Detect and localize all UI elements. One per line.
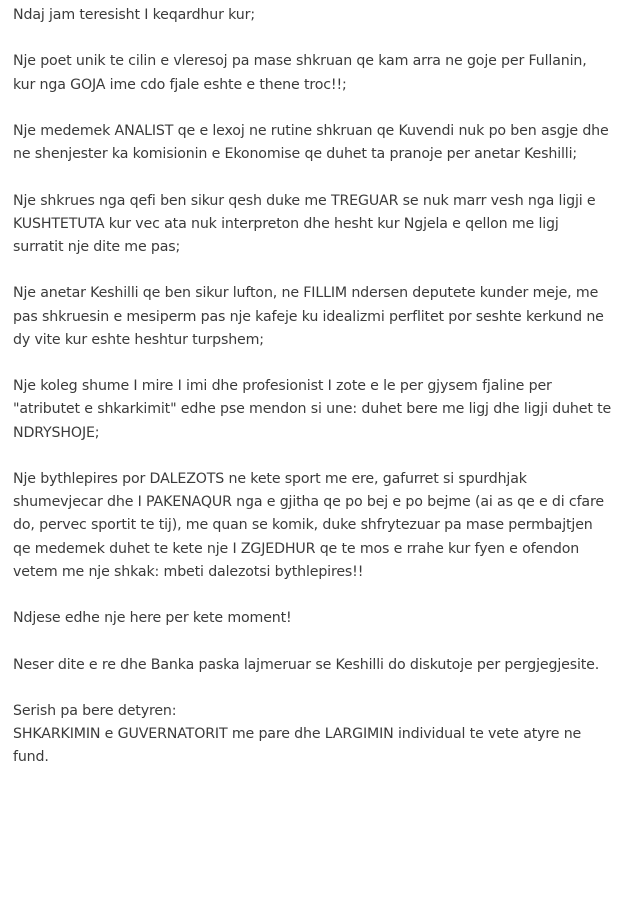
paragraph-poet: Nje poet unik te cilin e vleresoj pa mase shkruan qe kam arra ne goje per Fullanin, kur nga GOJA ime cdo fjale eshte e thene troc!!; bbox=[13, 53, 587, 93]
paragraph-bank-news: Neser dite e re dhe Banka paska lajmeruar se Keshilli do diskutoje per pergjegjesite. bbox=[13, 656, 600, 673]
paragraph-colleague: Nje koleg shume I mire I imi dhe profesionist I zote e le per gjysem fjaline per "atributet e shkarkimit" edhe pse mendon si une: duhet bere me ligj dhe ligji duhet te NDRYSHOJE; bbox=[13, 378, 612, 441]
paragraph-critic: Nje bythlepires por DALEZOTS ne kete sport me ere, gafurret si spurdhjak shumevjecar dhe I PAKENAQUR nga e gjitha qe po bej e po bejme (ai as qe e di cfare do, pervec sportit te tij), me quan se komik, duke shfrytezuar pa mase permbajtjen qe medemek duhet te kete nje I ZGJEDHUR qe te mos e rrahe kur fyen e ofendon vetem me nje shkak: mbeti dalezotsi bythlepires!! bbox=[13, 470, 604, 580]
paragraph-apology: Ndjese edhe nje here per kete moment! bbox=[13, 610, 292, 627]
paragraph-closing: Serish pa bere detyren: SHKARKIMIN e GUVERNATORIT me pare dhe LARGIMIN individual te vete atyre ne fund. bbox=[13, 702, 582, 766]
paragraph-council-member: Nje anetar Keshilli qe ben sikur lufton, ne FILLIM ndersen deputete kunder meje, me pas shkruesin e mesiperm pas nje kafeje ku idealizmi perflitet por seshte kerkund ne dy vite kur eshte heshtur turpshem; bbox=[13, 285, 604, 348]
post-body bbox=[13, 4, 613, 770]
paragraph-opening: Ndaj jam teresisht I keqardhur kur; bbox=[13, 7, 255, 23]
paragraph-writer: Nje shkrues nga qefi ben sikur qesh duke me TREGUAR se nuk marr vesh nga ligji e KUSHTETUTA kur vec ata nuk interpreton dhe hesht kur Ngjela e qellon me ligj surratit nje dite me pas; bbox=[13, 192, 596, 255]
paragraph-analyst: Nje medemek ANALIST qe e lexoj ne rutine shkruan qe Kuvendi nuk po ben asgje dhe ne shenjester ka komisionin e Ekonomise qe duhet ta pranoje per anetar Keshilli; bbox=[13, 122, 609, 163]
